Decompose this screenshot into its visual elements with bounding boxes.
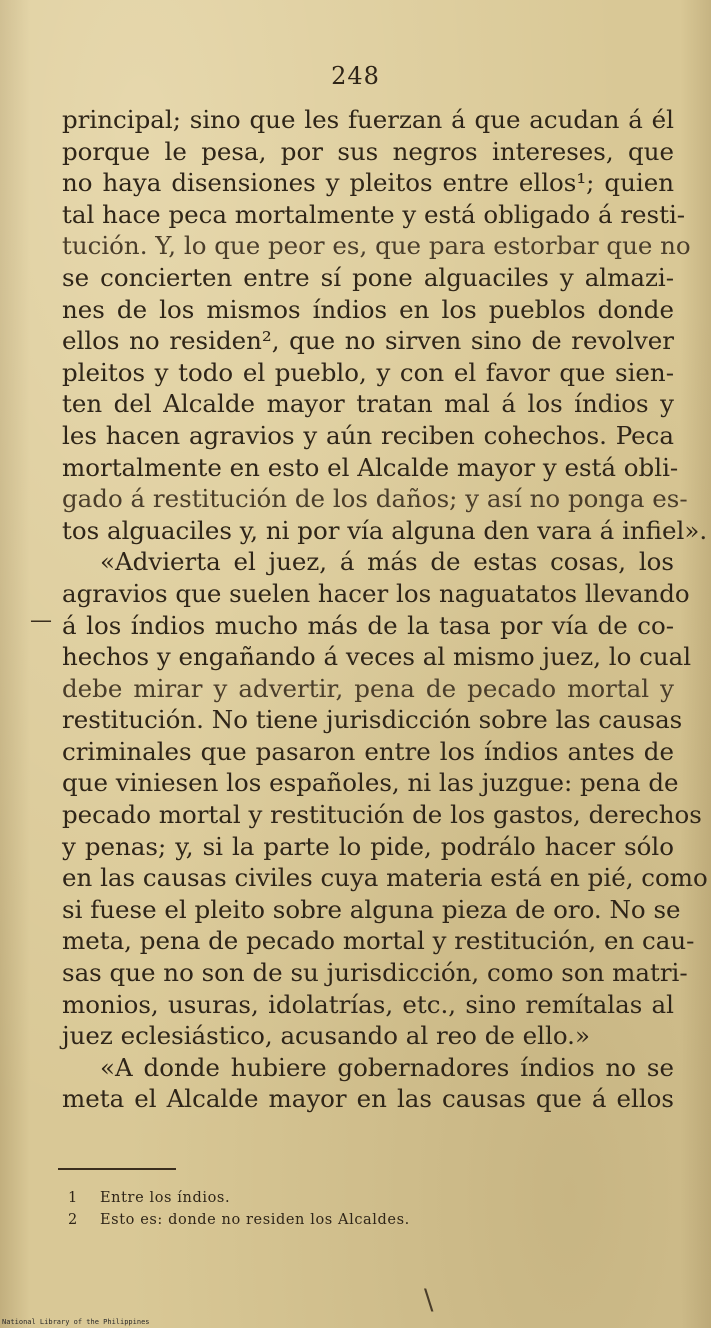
binding-mark: \ <box>424 1283 434 1316</box>
text-line: «A donde hubiere gobernadores índios no se <box>100 1052 674 1082</box>
margin-mark: — <box>30 608 52 633</box>
text-line: juez eclesiástico, acusando al reo de ello.» <box>62 1021 590 1051</box>
text-line: les hacen agravios y aún reciben cohechos. Peca <box>62 420 674 450</box>
text-line: criminales que pasaron entre los índios antes de <box>62 736 674 766</box>
text-line: restitución. No tiene jurisdicción sobre las causas <box>62 705 683 735</box>
text-line: «Advierta el juez, á más de estas cosas, los <box>100 547 674 577</box>
text-line: no haya disensiones y pleitos entre ellos¹; quien <box>62 168 674 198</box>
text-line: tución. Y, lo que peor es, que para estorbar que no <box>62 231 691 261</box>
text-line: que viniesen los españoles, ni las juzgue: pena de <box>62 768 679 798</box>
text-line: gado á restitución de los daños; y así no ponga es- <box>62 484 688 514</box>
body-text <box>62 104 708 1115</box>
text-line: hechos y engañando á veces al mismo juez, lo cual <box>62 642 692 672</box>
text-line: se concierten entre sí pone alguaciles y almazi- <box>62 262 674 292</box>
text-line: en las causas civiles cuya materia está en pié, como <box>62 863 708 893</box>
text-line: y penas; y, si la parte lo pide, podrálo hacer sólo <box>62 831 674 861</box>
text-line: pecado mortal y restitución de los gastos, derechos <box>62 800 702 830</box>
text-line: tos alguaciles y, ni por vía alguna den vara á infiel». <box>62 515 708 545</box>
text-line: debe mirar y advertir, pena de pecado mortal y <box>62 673 674 703</box>
text-line: nes de los mismos índios en los pueblos donde <box>62 294 674 324</box>
text-line: si fuese el pleito sobre alguna pieza de oro. No se <box>62 894 681 924</box>
text-line: pleitos y todo el pueblo, y con el favor que sien- <box>62 357 674 387</box>
text-line: meta el Alcalde mayor en las causas que á ellos <box>62 1084 674 1114</box>
footnote-number: 2 <box>68 1212 78 1228</box>
text-line: agravios que suelen hacer los naguatatos llevando <box>62 578 690 608</box>
text-line: ellos no residen², que no sirven sino de revolver <box>62 326 674 356</box>
footnote-text: Esto es: donde no residen los Alcaldes. <box>100 1212 410 1228</box>
text-line: meta, pena de pecado mortal y restitución, en cau- <box>62 926 695 956</box>
text-line: porque le pesa, por sus negros intereses, que <box>62 136 674 166</box>
text-line: ten del Alcalde mayor tratan mal á los índios y <box>62 389 674 419</box>
footnotes <box>68 1187 410 1231</box>
footnote-rule <box>58 1168 176 1170</box>
text-line: á los índios mucho más de la tasa por vía de co- <box>62 610 674 640</box>
text-line: tal hace peca mortalmente y está obligado á resti- <box>62 199 686 229</box>
footnote-text: Entre los índios. <box>100 1190 231 1206</box>
footnote-number: 1 <box>68 1190 78 1206</box>
text-line: monios, usuras, idolatrías, etc., sino remítalas al <box>62 989 674 1019</box>
footnote <box>68 1209 410 1231</box>
text-line: sas que no son de su jurisdicción, como son matri- <box>62 958 688 988</box>
footnote <box>68 1187 410 1209</box>
text-line: mortalmente en esto el Alcalde mayor y está obli- <box>62 452 679 482</box>
text-line: principal; sino que les fuerzan á que acudan á él <box>62 105 674 134</box>
library-credit: National Library of the Philippines <box>2 1318 150 1326</box>
page-number: 248 <box>331 62 380 90</box>
